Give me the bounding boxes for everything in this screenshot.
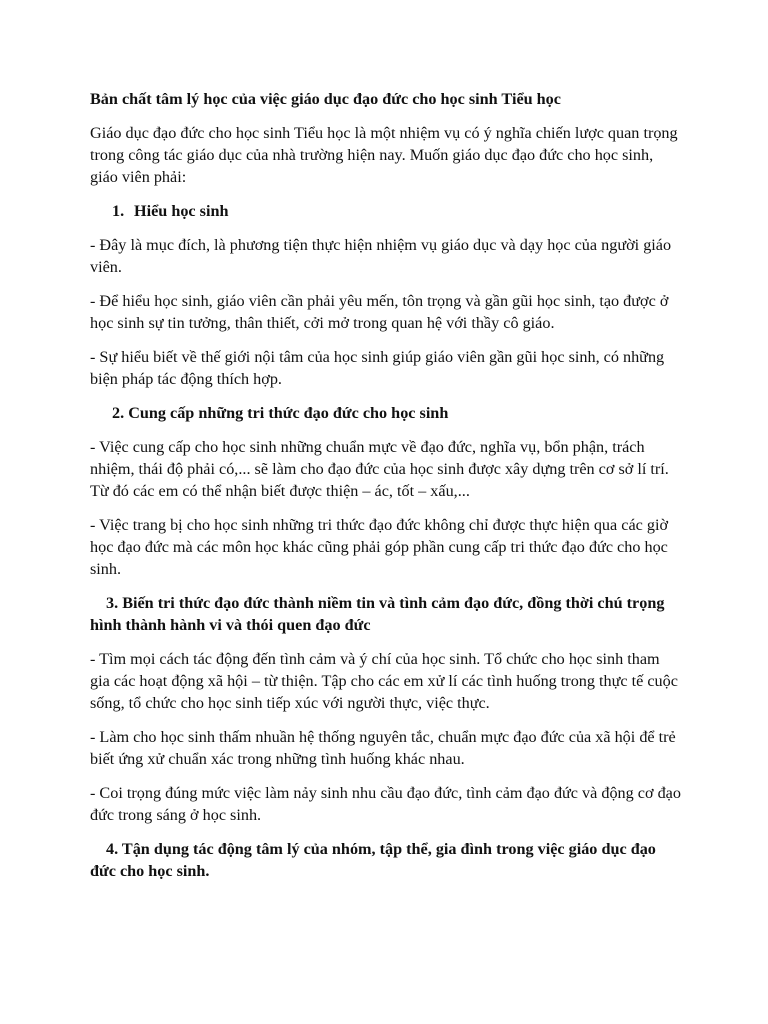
section-3-heading [90, 592, 682, 636]
section-3-number: 3. [106, 594, 119, 612]
section-1-heading [90, 200, 682, 222]
document-page [90, 88, 682, 894]
section-1-number: 1. [112, 202, 125, 220]
section-4-title: Tận dụng tác động tâm lý của nhóm, tập thể, gia đình trong việc giáo dục đạo đức cho học sinh. [90, 840, 656, 880]
section-2-title: Cung cấp những tri thức đạo đức cho học sinh [128, 404, 449, 422]
section-1-paragraph: - Sự hiểu biết về thế giới nội tâm của học sinh giúp giáo viên gần gũi học sinh, có những biện pháp tác động thích hợp. [90, 348, 665, 388]
section-2-paragraph: - Việc trang bị cho học sinh những tri thức đạo đức không chỉ được thực hiện qua các giờ học đạo đức mà các môn học khác cũng phải góp phần cung cấp tri thức đạo đức cho học sinh. [90, 516, 669, 578]
section-3-paragraph: - Coi trọng đúng mức việc làm nảy sinh nhu cầu đạo đức, tình cảm đạo đức và động cơ đạo đức trong sáng ở học sinh. [90, 784, 681, 824]
section-2-paragraph: - Việc cung cấp cho học sinh những chuẩn mực về đạo đức, nghĩa vụ, bổn phận, trách nhiệm, thái độ phải có,... sẽ làm cho đạo đức của học sinh được xây dựng trên cơ sở lí trí. Từ đó các em có thể nhận biết được thiện – ác, tốt – xấu,... [90, 438, 669, 500]
section-3-paragraph: - Làm cho học sinh thấm nhuần hệ thống nguyên tắc, chuẩn mực đạo đức của xã hội để trẻ biết ứng xử chuẩn xác trong những tình huống khác nhau. [90, 728, 676, 768]
section-3-title: Biến tri thức đạo đức thành niềm tin và tình cảm đạo đức, đồng thời chú trọng hình thành hành vi và thói quen đạo đức [90, 594, 665, 634]
section-1-paragraph: - Đây là mục đích, là phương tiện thực hiện nhiệm vụ giáo dục và dạy học của người giáo viên. [90, 236, 672, 276]
intro-paragraph: Giáo dục đạo đức cho học sinh Tiểu học là một nhiệm vụ có ý nghĩa chiến lược quan trọng trong công tác giáo dục của nhà trường hiện nay. Muốn giáo dục đạo đức cho học sinh, giáo viên phải: [90, 124, 678, 186]
section-2-number: 2. [112, 404, 125, 422]
section-4-heading [90, 838, 682, 882]
section-3-paragraph: - Tìm mọi cách tác động đến tình cảm và ý chí của học sinh. Tổ chức cho học sinh tham gia các hoạt động xã hội – từ thiện. Tập cho các em xử lí các tình huống trong thực tế cuộc sống, tổ chức cho học sinh tiếp xúc với người thực, việc thực. [90, 650, 678, 712]
document-title: Bản chất tâm lý học của việc giáo dục đạo đức cho học sinh Tiểu học [90, 90, 561, 108]
section-1-title: Hiểu học sinh [134, 202, 229, 220]
section-2-heading [90, 402, 682, 424]
section-1-paragraph: - Để hiểu học sinh, giáo viên cần phải yêu mến, tôn trọng và gần gũi học sinh, tạo được ở học sinh sự tin tưởng, thân thiết, cởi mở trong quan hệ với thầy cô giáo. [90, 292, 669, 332]
section-4-number: 4. [106, 840, 119, 858]
